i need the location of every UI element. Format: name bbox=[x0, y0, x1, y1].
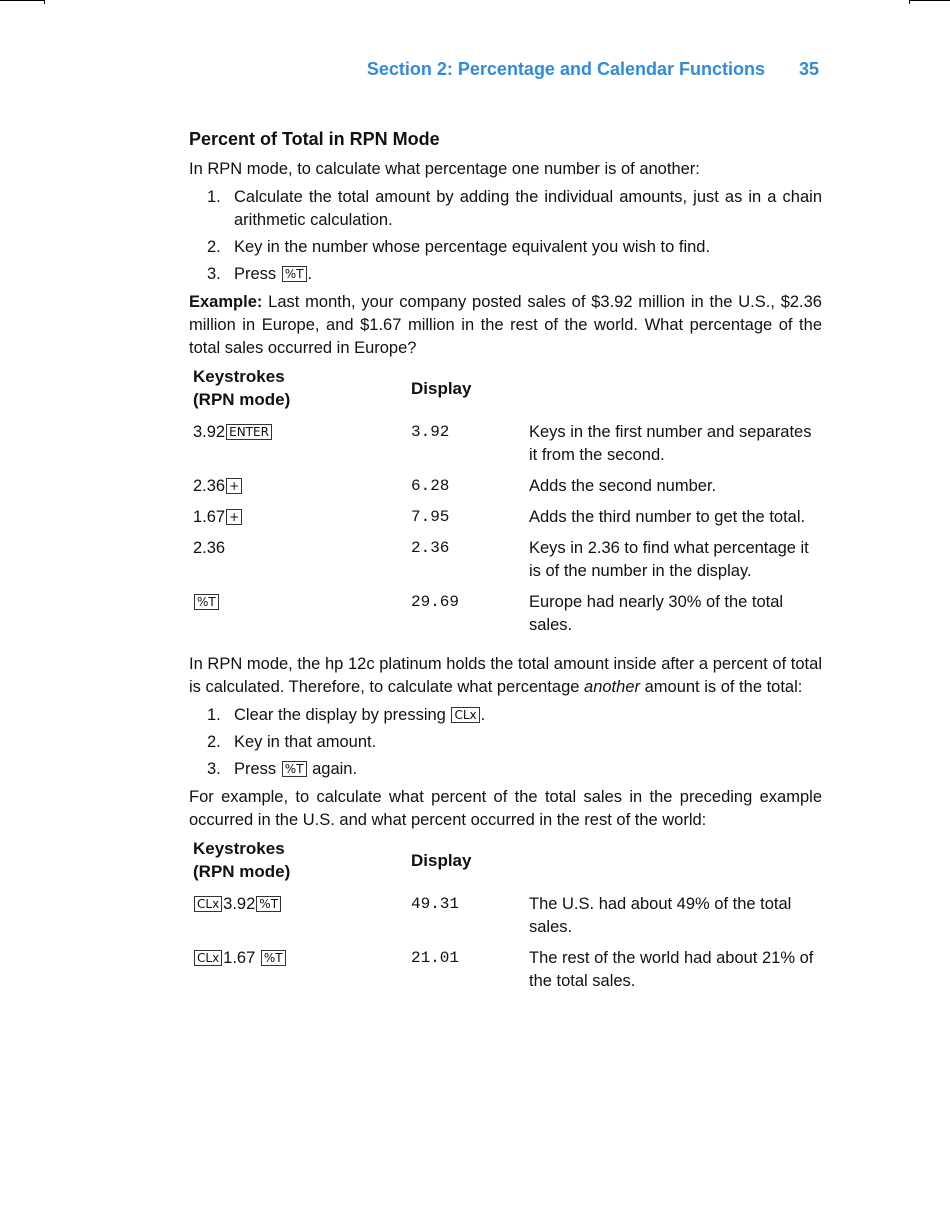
page-number: 35 bbox=[798, 59, 819, 79]
table-header-row bbox=[189, 365, 822, 421]
keystroke-cell: CLx 1.67 %T bbox=[189, 947, 407, 1001]
page-header bbox=[367, 58, 819, 81]
example-paragraph: Example: Last month, your company posted sales of $3.92 million in the U.S., $2.36 million in Europe, and $1.67 million in the rest of the world. What percentage of the total sales occurred in Europe? bbox=[189, 293, 822, 357]
clx-key-icon: CLx bbox=[194, 950, 222, 966]
keystroke-cell: CLx 3.92 %T bbox=[189, 893, 407, 947]
plus-key-icon: + bbox=[226, 478, 242, 494]
explanation-paragraph: In RPN mode, the hp 12c platinum holds the total amount inside after a percent of total is calculated. Therefore, to calculate what percentage another amount is of the total: bbox=[189, 655, 822, 696]
keystroke-cell bbox=[189, 591, 407, 645]
table-row bbox=[189, 421, 822, 475]
percent-total-key-icon: %T bbox=[282, 761, 307, 777]
keystroke-cell: 2.36 + bbox=[189, 475, 407, 506]
display-header: Display bbox=[411, 850, 472, 870]
section-heading: Percent of Total in RPN Mode bbox=[189, 129, 440, 149]
display-cell: 49.31 bbox=[411, 895, 460, 913]
table-row bbox=[189, 537, 822, 591]
description-cell: The U.S. had about 49% of the total sales. bbox=[529, 895, 792, 936]
description-cell: Keys in the first number and separates it from the second. bbox=[529, 423, 812, 464]
list-item: 3. Press %T again. bbox=[207, 760, 358, 778]
plus-key-icon: + bbox=[226, 509, 242, 525]
percent-total-key-icon: %T bbox=[256, 896, 281, 912]
enter-key-icon: ENTER bbox=[226, 424, 272, 440]
display-cell: 7.95 bbox=[411, 508, 450, 526]
description-cell: Adds the third number to get the total. bbox=[529, 508, 806, 526]
description-cell: The rest of the world had about 21% of the total sales. bbox=[529, 949, 814, 990]
keystroke-cell: 1.67 + bbox=[189, 506, 407, 537]
keystroke-cell: 2.36 bbox=[193, 539, 226, 557]
display-cell: 21.01 bbox=[411, 949, 460, 967]
percent-total-key-icon: %T bbox=[194, 594, 219, 610]
crop-mark-right bbox=[909, 0, 950, 4]
table-row bbox=[189, 591, 822, 645]
keystroke-table-2 bbox=[189, 837, 822, 1001]
display-cell: 6.28 bbox=[411, 477, 450, 495]
intro-paragraph: In RPN mode, to calculate what percentage one number is of another: bbox=[189, 160, 700, 178]
table-header-row bbox=[189, 837, 822, 893]
keystrokes-header: Keystrokes (RPN mode) bbox=[193, 839, 291, 881]
clx-key-icon: CLx bbox=[194, 896, 222, 912]
description-cell: Adds the second number. bbox=[529, 477, 717, 495]
description-cell: Europe had nearly 30% of the total sales. bbox=[529, 593, 784, 634]
list-item: 2. Key in that amount. bbox=[207, 733, 377, 751]
page-content bbox=[189, 128, 822, 1009]
percent-total-key-icon: %T bbox=[282, 266, 307, 282]
steps-list-2 bbox=[189, 704, 822, 781]
crop-mark-left bbox=[0, 0, 45, 4]
keystrokes-header: Keystrokes (RPN mode) bbox=[193, 367, 291, 409]
steps-list-1 bbox=[189, 186, 822, 286]
description-cell: Keys in 2.36 to find what percentage it is of the number in the display. bbox=[529, 539, 809, 580]
table-row bbox=[189, 475, 822, 506]
percent-total-key-icon: %T bbox=[261, 950, 286, 966]
example-label: Example: bbox=[189, 293, 263, 311]
list-item: 1. Calculate the total amount by adding the individual amounts, just as in a chain arithmetic calculation. bbox=[207, 188, 822, 229]
keystroke-cell: 3.92 ENTER bbox=[189, 421, 407, 475]
table-row bbox=[189, 893, 822, 947]
display-cell: 3.92 bbox=[411, 423, 450, 441]
display-header: Display bbox=[411, 378, 472, 398]
list-item: 3. Press %T . bbox=[207, 265, 313, 283]
example-intro-paragraph: For example, to calculate what percent of the total sales in the preceding example occurred in the U.S. and what percent occurred in the rest of the world: bbox=[189, 788, 822, 829]
list-item: 2. Key in the number whose percentage equivalent you wish to find. bbox=[207, 238, 711, 256]
keystroke-table-1 bbox=[189, 365, 822, 645]
list-item: 1. Clear the display by pressing CLx . bbox=[207, 706, 486, 724]
display-cell: 2.36 bbox=[411, 539, 450, 557]
table-row bbox=[189, 947, 822, 1001]
emphasis-another: another bbox=[584, 678, 640, 696]
section-title: Section 2: Percentage and Calendar Functions bbox=[366, 59, 765, 79]
clx-key-icon: CLx bbox=[451, 707, 479, 723]
display-cell: 29.69 bbox=[411, 593, 460, 611]
table-row bbox=[189, 506, 822, 537]
